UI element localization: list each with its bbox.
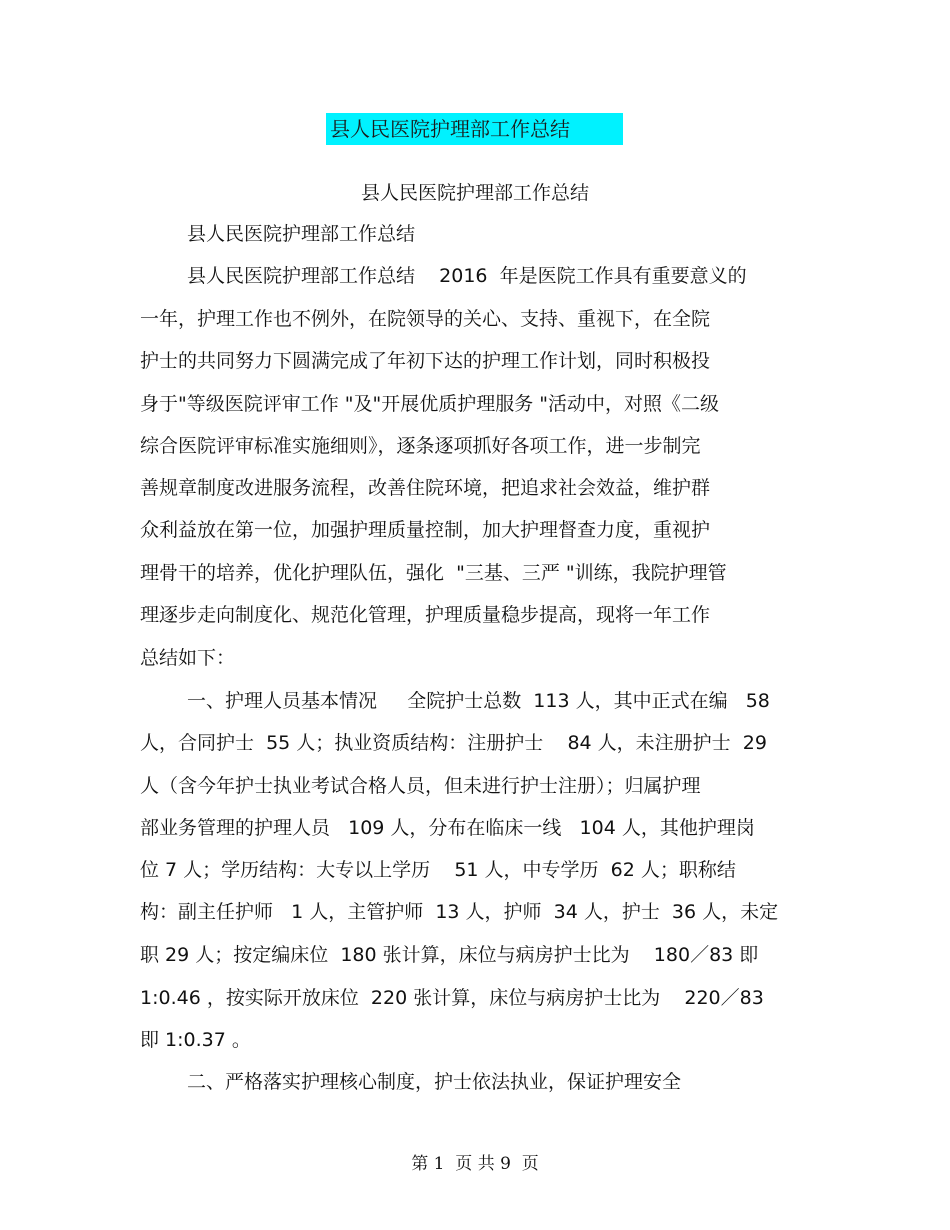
paragraph-line: 理逐步走向制度化、规范化管理，护理质量稳步提高，现将一年工作 [140, 604, 711, 626]
paragraph-line: 人，合同护士 55 人；执业资质结构：注册护士 84 人，未注册护士 29 [140, 732, 767, 754]
paragraph-line: 善规章制度改进服务流程，改善住院环境，把追求社会效益，维护群 [140, 477, 711, 499]
page-number-footer: 第 1 页 共 9 页 [411, 1154, 539, 1174]
paragraph-line: 众利益放在第一位，加强护理质量控制，加大护理督查力度，重视护 [140, 519, 711, 541]
paragraph-line: 总结如下： [140, 647, 236, 669]
paragraph-line: 1:0.46 ，按实际开放床位 220 张计算，床位与病房护士比为 220／83 [140, 987, 764, 1009]
paragraph-line: 部业务管理的护理人员 109 人，分布在临床一线 104 人，其他护理岗 [140, 817, 755, 839]
paragraph-line: 一年，护理工作也不例外，在院领导的关心、支持、重视下，在全院 [140, 308, 711, 330]
paragraph-line: 即 1:0.37 。 [140, 1029, 251, 1051]
paragraph-line: 身于"等级医院评审工作 "及"开展优质护理服务 "活动中，对照《二级 [140, 393, 720, 415]
paragraph-line: 人（含今年护士执业考试合格人员，但未进行护士注册）；归属护理 [140, 775, 701, 797]
paragraph-line: 位 7 人；学历结构：大专以上学历 51 人，中专学历 62 人；职称结 [140, 859, 736, 881]
section-heading: 二、严格落实护理核心制度，护士依法执业，保证护理安全 [187, 1071, 682, 1093]
paragraph-line: 职 29 人；按定编床位 180 张计算，床位与病房护士比为 180／83 即 [140, 944, 759, 966]
paragraph-line: 一、护理人员基本情况 全院护士总数 113 人，其中正式在编 58 [187, 690, 770, 712]
document-subtitle: 县人民医院护理部工作总结 [360, 182, 589, 204]
paragraph-line: 构：副主任护师 1 人，主管护师 13 人，护师 34 人，护士 36 人，未定 [140, 901, 779, 923]
title-highlight [326, 113, 623, 145]
paragraph-line: 县人民医院护理部工作总结 [187, 223, 416, 245]
paragraph-line: 护士的共同努力下圆满完成了年初下达的护理工作计划，同时积极投 [140, 350, 711, 372]
document-title: 县人民医院护理部工作总结 [330, 117, 570, 141]
paragraph-line: 县人民医院护理部工作总结 2016 年是医院工作具有重要意义的 [187, 265, 747, 287]
paragraph-line: 综合医院评审标准实施细则》，逐条逐项抓好各项工作，进一步制完 [140, 435, 701, 457]
paragraph-line: 理骨干的培养，优化护理队伍，强化 "三基、三严 "训练，我院护理管 [140, 562, 727, 584]
